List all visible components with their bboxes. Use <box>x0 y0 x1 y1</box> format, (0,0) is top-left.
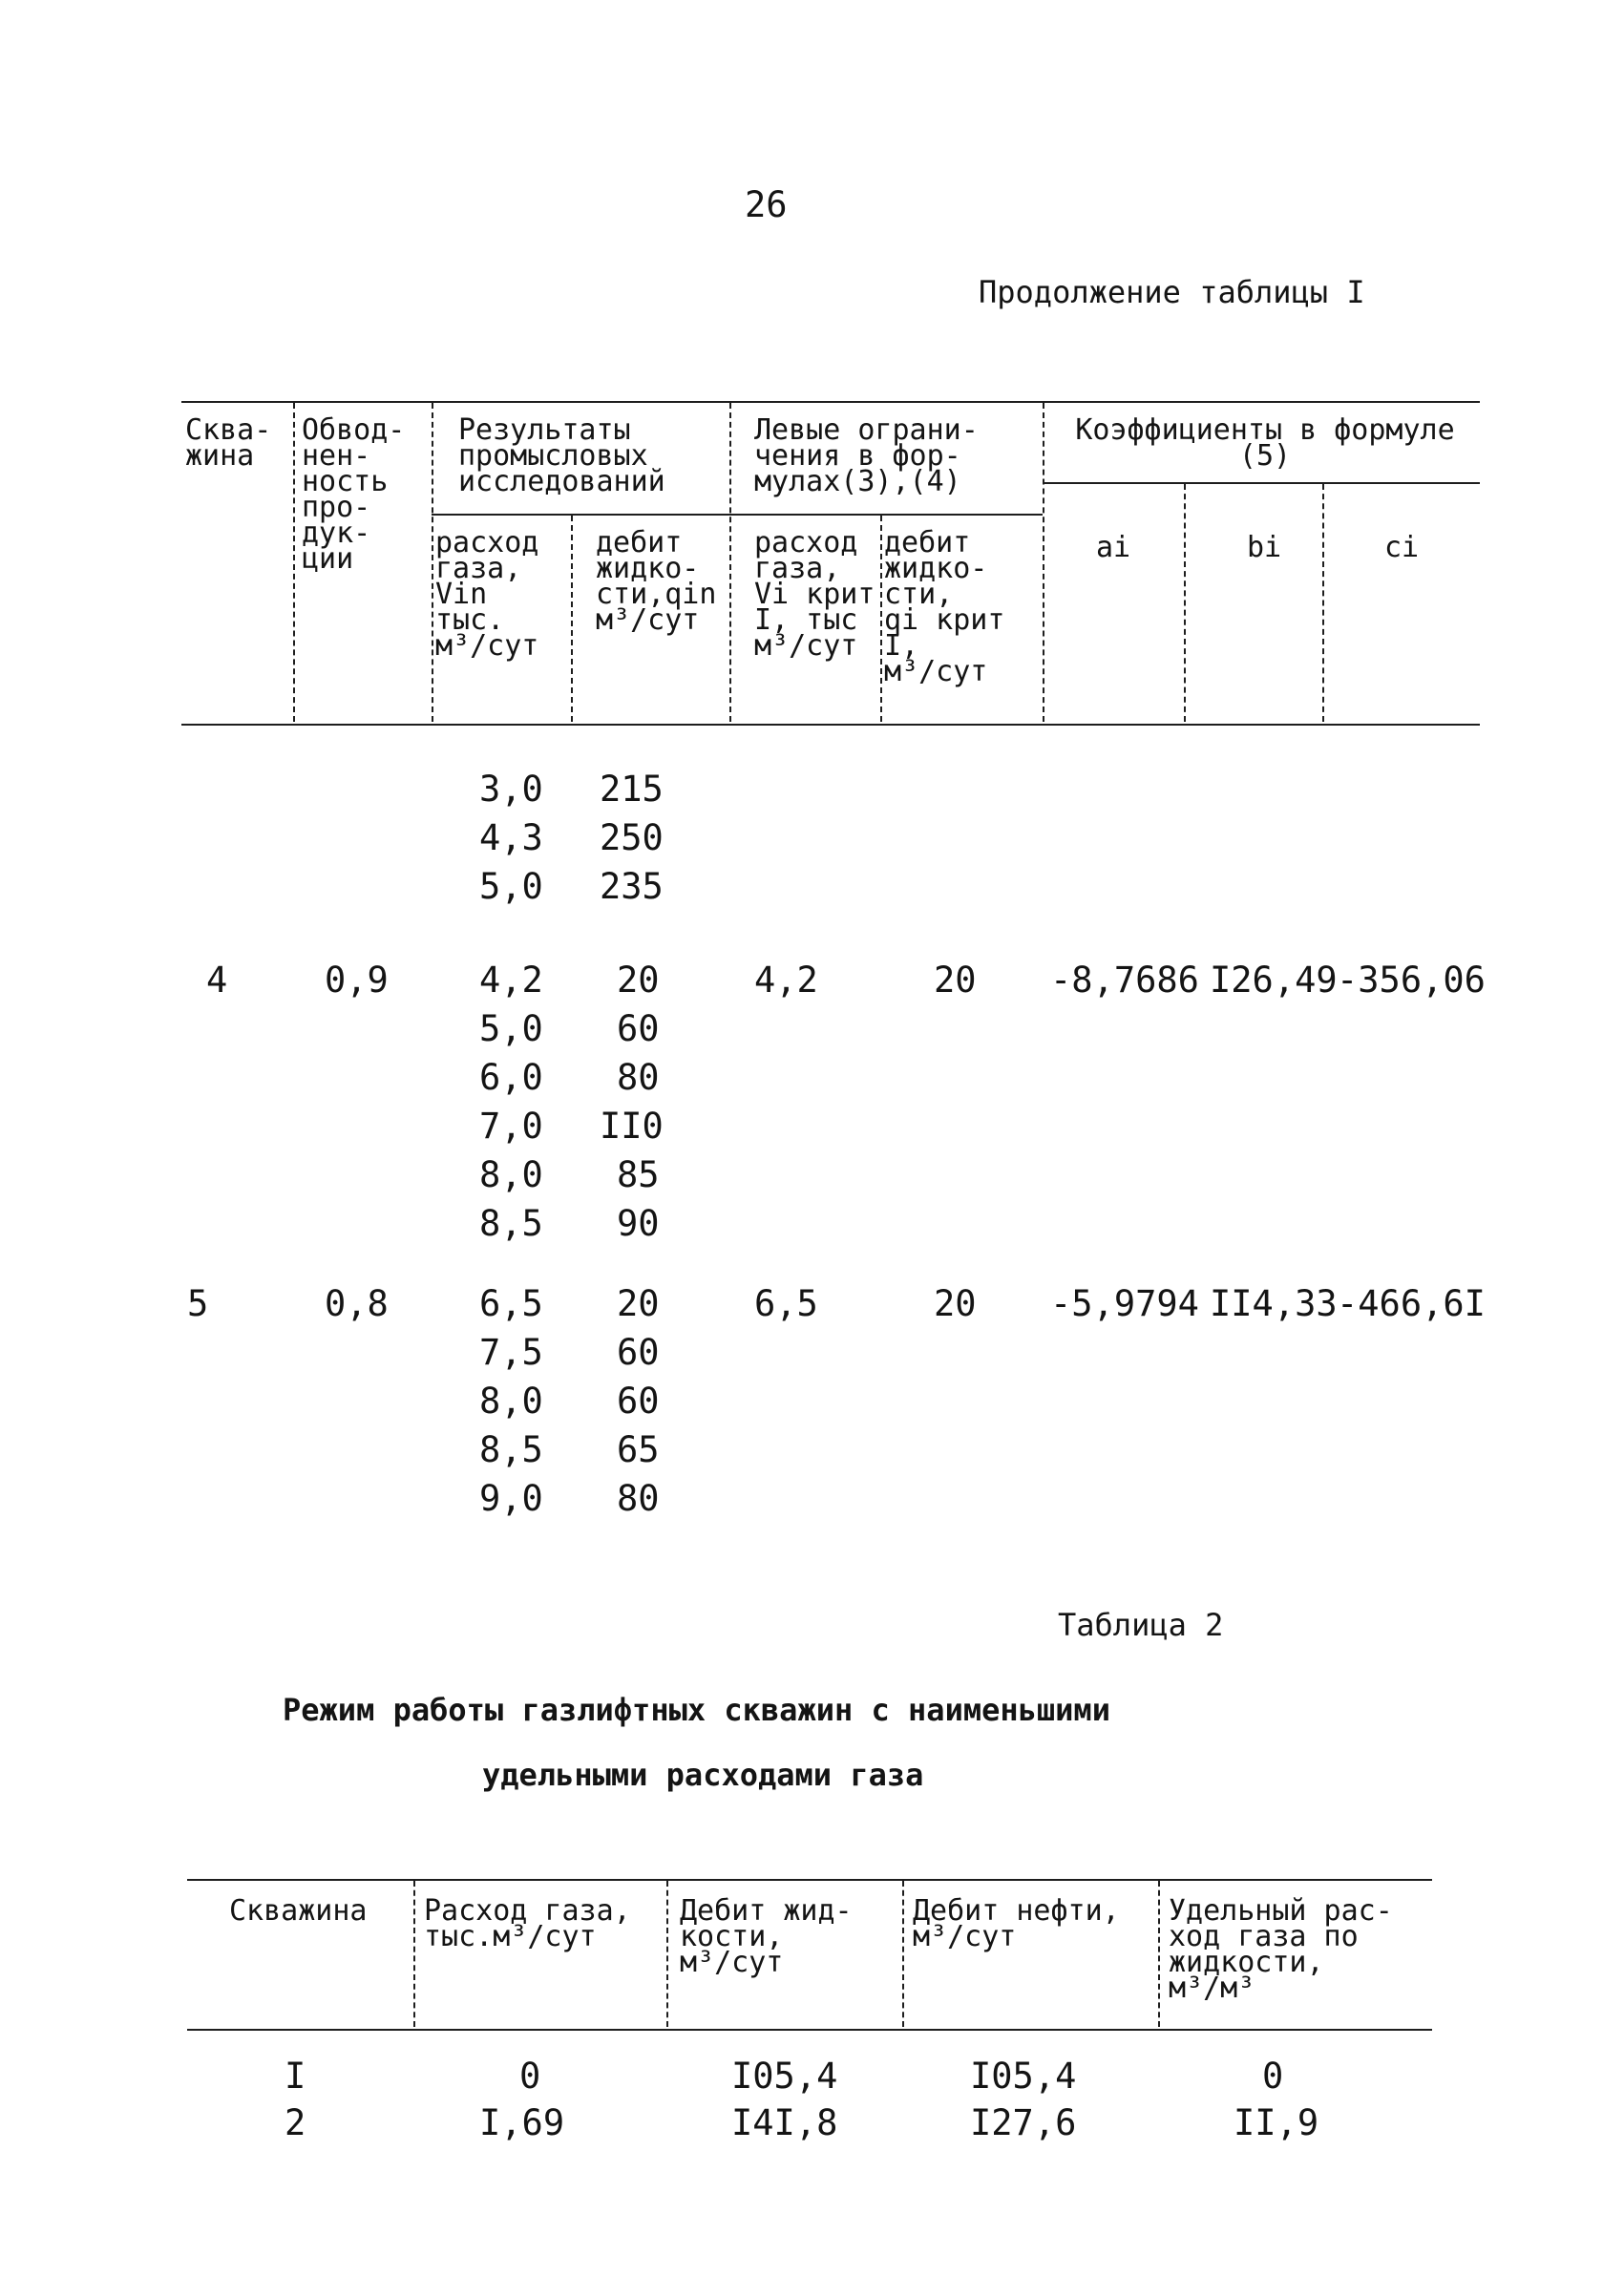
coefficient-c-cell: -356,06 <box>1337 960 1486 1001</box>
header-liquid-rate: дебит жидко- сти,qin м³/сут <box>596 526 717 637</box>
column-separator <box>1322 484 1324 722</box>
header-field-results: Результаты промысловых исследований <box>458 413 665 498</box>
t2-header-oil-rate: Дебит нефти, м³/сут <box>913 1894 1120 1953</box>
gas-rate-cell: 6,0 <box>479 1057 543 1098</box>
column-separator <box>1158 1881 1160 2027</box>
liquid-rate-cell: 60 <box>617 1381 660 1422</box>
field-results-subrule <box>432 514 729 516</box>
t2-well-cell: I <box>285 2056 306 2097</box>
header-c: ci <box>1384 531 1420 564</box>
table-2-title-line-2: удельными расходами газа <box>482 1757 924 1793</box>
table-2-header-bottom-rule <box>187 2029 1432 2031</box>
table-2-top-rule <box>187 1879 1432 1881</box>
coefficient-b-cell: II4,33 <box>1210 1283 1338 1324</box>
t2-specific-cell: 0 <box>1262 2056 1284 2097</box>
gas-rate-crit-cell: 6,5 <box>754 1283 818 1324</box>
t2-header-liquid-rate: Дебит жид- кости, м³/сут <box>680 1894 853 1979</box>
table-1-header-bottom-rule <box>181 724 1480 726</box>
header-gas-rate-crit: расход газа, Vi крит I, тыс м³/сут <box>754 526 875 663</box>
liquid-rate-cell: 85 <box>617 1154 660 1195</box>
coefficient-c-cell: -466,6I <box>1337 1283 1486 1324</box>
gas-rate-cell: 7,5 <box>479 1332 543 1373</box>
t2-oil-rate-cell: I05,4 <box>970 2056 1077 2097</box>
column-separator <box>902 1881 904 2027</box>
continuation-label: Продолжение таблицы I <box>979 274 1365 310</box>
header-coefficients: Коэффициенты в формуле (5) <box>1075 413 1455 473</box>
liquid-rate-cell: 80 <box>617 1057 660 1098</box>
gas-rate-cell: 5,0 <box>479 866 543 907</box>
coefficient-b-cell: I26,49 <box>1210 960 1338 1001</box>
header-b: bi <box>1247 531 1282 564</box>
header-liquid-rate-crit: дебит жидко- сти, qi крит I, м³/сут <box>884 526 1005 688</box>
liquid-rate-cell: II0 <box>600 1106 664 1147</box>
liquid-rate-cell: 65 <box>617 1429 660 1470</box>
liquid-rate-cell: 235 <box>600 866 664 907</box>
gas-rate-cell: 3,0 <box>479 769 543 810</box>
liquid-rate-cell: 20 <box>617 1283 660 1324</box>
coefficient-a-cell: -8,7686 <box>1050 960 1199 1001</box>
header-a: ai <box>1096 531 1131 564</box>
header-gas-rate: расход газа, Vin тыс. м³/сут <box>435 526 539 663</box>
t2-well-cell: 2 <box>285 2102 306 2143</box>
table-2-label: Таблица 2 <box>1058 1607 1224 1643</box>
t2-header-well: Скважина <box>229 1894 368 1928</box>
column-separator <box>571 516 573 722</box>
header-left-limits: Левые ограни- чения в фор- мулах(3),(4) <box>754 413 979 498</box>
column-separator <box>1184 484 1186 722</box>
well-cell: 5 <box>187 1283 209 1324</box>
table-1-top-rule <box>181 401 1480 403</box>
t2-header-specific: Удельный рас- ход газа по жидкости, м³/м³ <box>1169 1894 1393 2005</box>
watercut-cell: 0,9 <box>325 960 389 1001</box>
gas-rate-cell: 9,0 <box>479 1478 543 1519</box>
t2-specific-cell: II,9 <box>1234 2102 1319 2143</box>
coefficients-subrule <box>1043 482 1480 484</box>
column-separator <box>729 403 731 722</box>
header-well: Сква- жина <box>185 413 272 473</box>
gas-rate-cell: 5,0 <box>479 1008 543 1049</box>
gas-rate-cell: 6,5 <box>479 1283 543 1324</box>
column-separator <box>880 516 882 722</box>
liquid-rate-cell: 60 <box>617 1008 660 1049</box>
column-separator <box>1043 403 1044 722</box>
left-limits-subrule <box>729 514 1043 516</box>
liquid-rate-cell: 80 <box>617 1478 660 1519</box>
liquid-rate-cell: 60 <box>617 1332 660 1373</box>
gas-rate-cell: 4,2 <box>479 960 543 1001</box>
gas-rate-cell: 7,0 <box>479 1106 543 1147</box>
gas-rate-cell: 8,0 <box>479 1381 543 1422</box>
gas-rate-cell: 8,5 <box>479 1203 543 1244</box>
page-number: 26 <box>745 184 788 225</box>
t2-liquid-rate-cell: I4I,8 <box>731 2102 838 2143</box>
liquid-rate-cell: 250 <box>600 817 664 858</box>
t2-gas-rate-cell: 0 <box>519 2056 541 2097</box>
gas-rate-cell: 8,0 <box>479 1154 543 1195</box>
well-cell: 4 <box>206 960 228 1001</box>
gas-rate-cell: 8,5 <box>479 1429 543 1470</box>
column-separator <box>293 403 295 722</box>
column-separator <box>432 403 433 722</box>
gas-rate-crit-cell: 4,2 <box>754 960 818 1001</box>
t2-oil-rate-cell: I27,6 <box>970 2102 1077 2143</box>
watercut-cell: 0,8 <box>325 1283 389 1324</box>
t2-header-gas-rate: Расход газа, тыс.м³/сут <box>424 1894 631 1953</box>
t2-liquid-rate-cell: I05,4 <box>731 2056 838 2097</box>
table-2-title-line-1: Режим работы газлифтных скважин с наименьшими <box>283 1692 1110 1728</box>
liquid-rate-crit-cell: 20 <box>934 1283 977 1324</box>
coefficient-a-cell: -5,9794 <box>1050 1283 1199 1324</box>
liquid-rate-cell: 20 <box>617 960 660 1001</box>
liquid-rate-cell: 90 <box>617 1203 660 1244</box>
column-separator <box>413 1881 415 2027</box>
column-separator <box>666 1881 668 2027</box>
t2-gas-rate-cell: I,69 <box>479 2102 565 2143</box>
liquid-rate-cell: 215 <box>600 769 664 810</box>
header-watercut: Обвод- нен- ность про- дук- ции <box>302 413 406 576</box>
liquid-rate-crit-cell: 20 <box>934 960 977 1001</box>
gas-rate-cell: 4,3 <box>479 817 543 858</box>
